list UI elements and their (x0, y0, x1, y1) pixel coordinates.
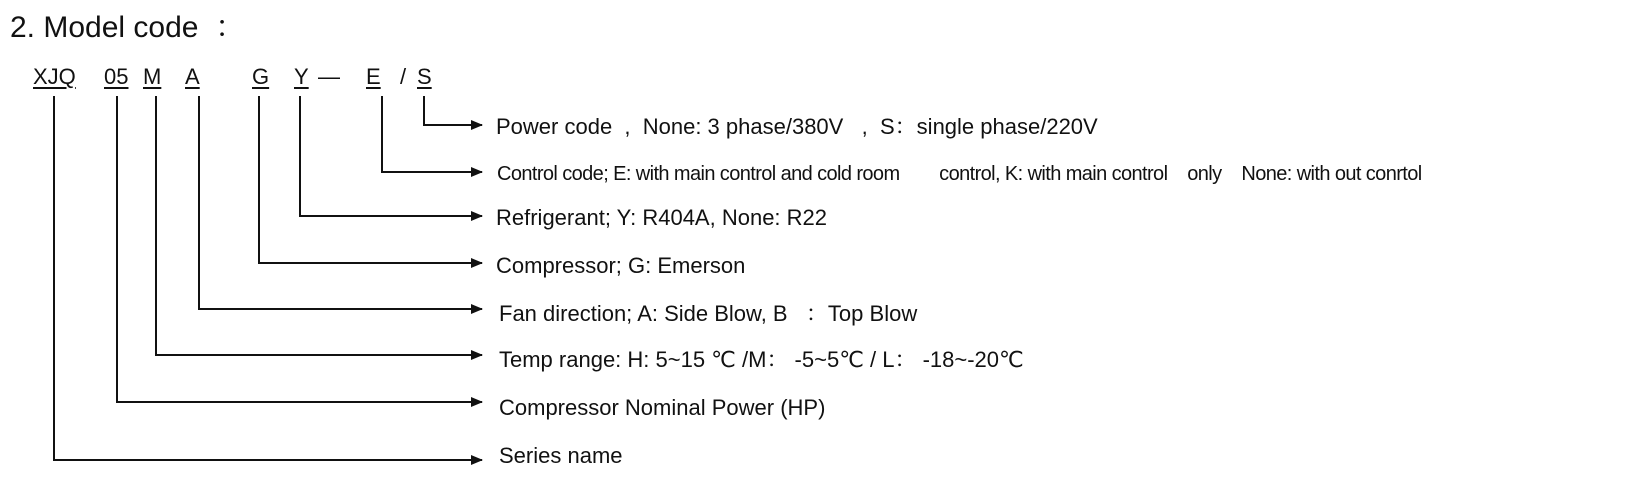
connector-series (54, 96, 482, 460)
connector-refrigerant (300, 96, 482, 216)
connector-temp-range (156, 96, 482, 355)
desc-refrigerant: Refrigerant; Y: R404A, None: R22 (496, 205, 828, 230)
desc-series-name: Series name (499, 443, 623, 468)
desc-fan-direction: Fan direction; A: Side Blow, B ：Top Blow (499, 301, 918, 326)
code-power-code: S (417, 64, 432, 89)
code-power: 05 (104, 64, 129, 89)
code-compressor: G (252, 64, 270, 89)
page-title: 2. Model code ： (10, 11, 246, 44)
code-fan-direction: A (185, 64, 200, 89)
code-refrigerant: Y (294, 64, 309, 89)
code-dash: — (318, 64, 340, 89)
connector-power-code (424, 96, 482, 125)
connector-compressor (259, 96, 482, 263)
connector-control (382, 96, 482, 172)
desc-compressor-power: Compressor Nominal Power (HP) (499, 395, 826, 420)
desc-control-code: Control code; E: with main control and cold room control, K: with main control only None: with out conrtol (497, 163, 1422, 185)
connector-fan-direction (199, 96, 482, 309)
code-temp-range: M (143, 64, 162, 89)
code-series: XJQ (33, 64, 76, 89)
desc-temp-range: Temp range: H: 5~15 ℃ /M： -5~5℃ / L： -18~-20℃ (499, 347, 1024, 372)
desc-power-code: Power code , None: 3 phase/380V , S：single phase/220V (496, 114, 1098, 139)
desc-compressor: Compressor; G: Emerson (496, 253, 746, 278)
code-control: E (366, 64, 381, 89)
code-slash: / (400, 64, 407, 89)
